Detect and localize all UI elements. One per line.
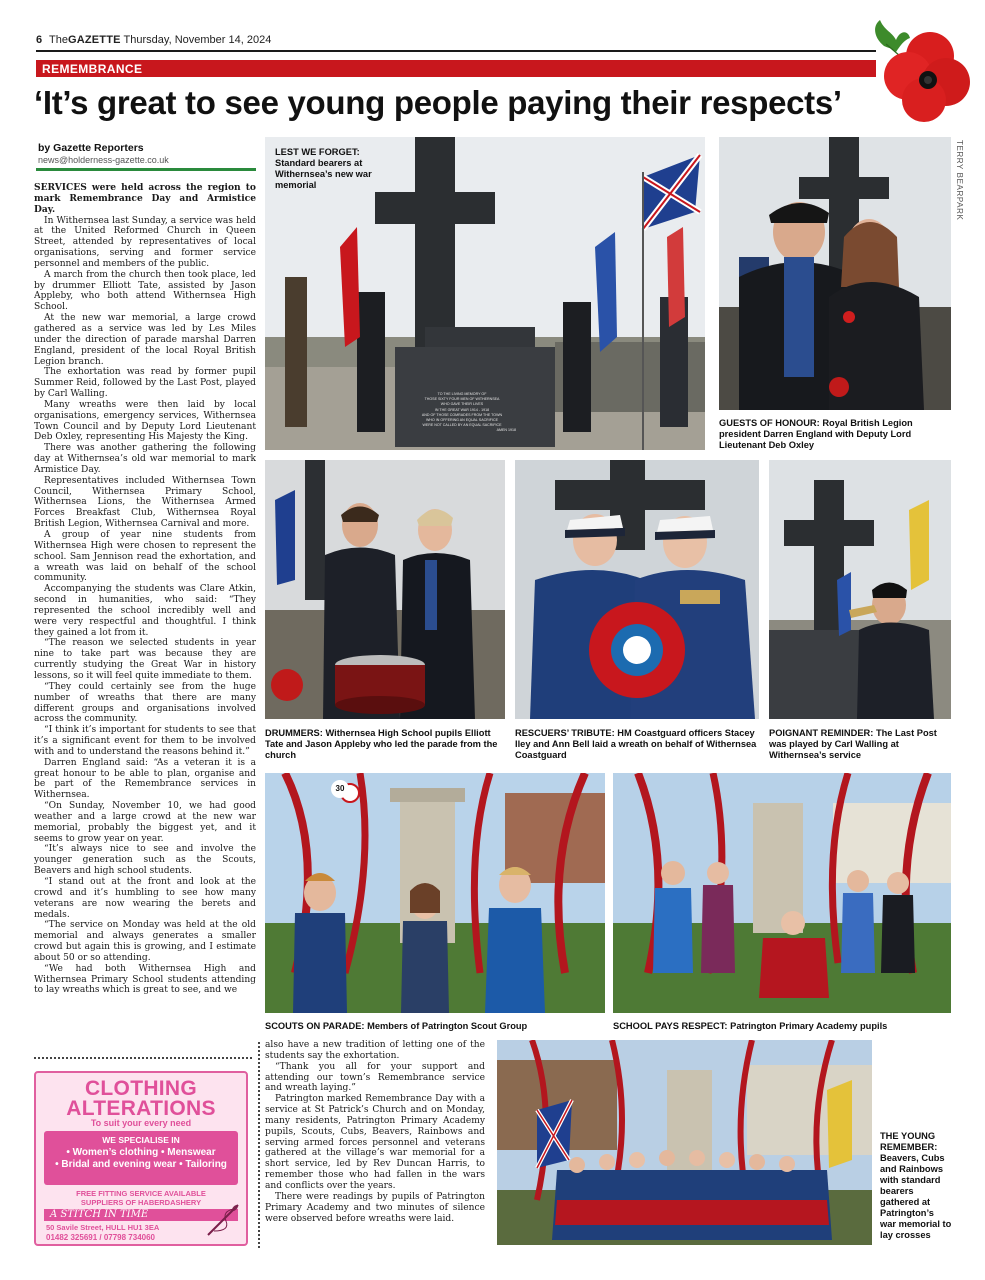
memorial-inscription bbox=[408, 392, 516, 434]
headline: ‘It’s great to see young people paying their respects’ bbox=[34, 84, 842, 121]
needle-thread-icon bbox=[204, 1201, 242, 1239]
article-paragraph: also have a new tradition of letting one of the students say the exhortation. bbox=[265, 1040, 485, 1061]
article-paragraph: Many wreaths were then laid by local organisations, emergency services, Withernsea Town Council and by Deputy Lord Lieutenant Deb Oxley, representing His Majesty the King. bbox=[34, 399, 256, 443]
photo-school[interactable] bbox=[613, 773, 951, 1013]
article-body bbox=[34, 183, 256, 1053]
byline-rule bbox=[36, 168, 256, 171]
article-paragraph: “I stand out at the front and look at the crowd and it’s humbling to see how many veterans are now wearing the berets and medals. bbox=[34, 877, 256, 920]
caption-label: THE YOUNG REMEMBER: bbox=[880, 1131, 938, 1152]
byline-author: by Gazette Reporters bbox=[38, 142, 144, 154]
caption-text: Patrington Primary Academy pupils bbox=[730, 1021, 888, 1031]
byline-email[interactable]: news@holderness-gazette.co.uk bbox=[38, 155, 169, 165]
article-paragraph: Representatives included Withernsea Town Council, Withernsea Primary School, Withernsea Lions, the Withernsea Armed Forces Breakfast Club, Withernsea Royal British Legion, Withernsea Carnival and more. bbox=[34, 475, 256, 530]
advert-line-2: • Bridal and evening wear • Tailoring bbox=[55, 1159, 227, 1170]
article-paragraph: A march from the church then took place, led by drummer Elliott Tate, assisted by Jason Appleby, who both attend Withernsea High School. bbox=[34, 269, 256, 313]
article-paragraph: “It’s always nice to see and involve the younger generation such as the Scouts, Beavers and high school students. bbox=[34, 844, 256, 877]
caption-lastpost bbox=[769, 728, 951, 761]
column-divider-horizontal bbox=[34, 1057, 252, 1059]
article-paragraph: “The service on Monday was held at the old memorial and always generates a smaller crowd but again this is growing, and I estimate about 50 or so attending. bbox=[34, 920, 256, 963]
caption-text: HM Coastguard officers Stacey Iley and Ann Bell laid a wreath on behalf of Withernsea Coastguard bbox=[515, 728, 757, 760]
caption-guests bbox=[719, 418, 951, 451]
advert-services-box bbox=[44, 1131, 238, 1185]
article-lead: SERVICES were held across the region to mark Remembrance Day and Armistice Day. bbox=[34, 183, 256, 215]
caption-text: Withernsea High School pupils Elliott Tate and Jason Appleby who led the parade from the church bbox=[265, 728, 498, 760]
advert-free-line: SUPPLIERS OF HABERDASHERY bbox=[80, 1198, 202, 1207]
caption-rescuers bbox=[515, 728, 761, 761]
photo-credit: TERRY BEARPARK bbox=[955, 140, 964, 221]
article-paragraph: “On Sunday, November 10, we had good weather and a large crowd at the new war memorial, probably the biggest yet, and it seems to grow year on year. bbox=[34, 801, 256, 844]
column-divider bbox=[258, 1042, 260, 1248]
article-paragraph: “They could certainly see from the huge number of wreaths that there are many different groups and organisations involved across the community. bbox=[34, 681, 256, 725]
section-label: REMEMBRANCE bbox=[42, 62, 143, 76]
inscription-line: WERE NOT CALLED BY AN EQUAL SACRIFICE bbox=[422, 423, 502, 428]
article-paragraph: “Thank you all for your support and attending our town’s Remembrance service and wreath laying.” bbox=[265, 1061, 485, 1094]
photo-drummers[interactable] bbox=[265, 460, 505, 719]
advert-brand: A STITCH IN TIME bbox=[44, 1209, 238, 1221]
caption-label: SCHOOL PAYS RESPECT: bbox=[613, 1021, 728, 1031]
masthead-name: GAZETTE bbox=[67, 34, 121, 46]
caption-text: Members of Patrington Scout Group bbox=[367, 1021, 528, 1031]
inscription-line: AND OF THOSE COMRADES FROM THE TOWN bbox=[421, 412, 503, 417]
inscription-line: TO THE LIVING MEMORY OF bbox=[437, 392, 487, 396]
inscription-line: WHO GAVE THEIR LIVES bbox=[440, 402, 484, 407]
caption-label: DRUMMERS: bbox=[265, 728, 323, 738]
inscription-line: WHO IN OFFERING AN EQUAL SACRIFICE bbox=[426, 418, 498, 423]
caption-text: The Last Post was played by Carl Walling at Withernsea’s service bbox=[769, 728, 937, 760]
caption-scouts bbox=[265, 1021, 605, 1032]
photo-guests[interactable] bbox=[719, 137, 951, 410]
caption-label: LEST WE FORGET: bbox=[275, 147, 360, 157]
caption-young bbox=[880, 1131, 952, 1241]
advert-clothing-alterations[interactable] bbox=[34, 1071, 248, 1246]
issue-date: Thursday, November 14, 2024 bbox=[123, 34, 272, 46]
advert-title-2: ALTERATIONS bbox=[66, 1097, 216, 1120]
advert-address: 50 Savile Street, HULL HU1 3EA bbox=[46, 1223, 160, 1232]
advert-specialise: WE SPECIALISE IN bbox=[102, 1135, 180, 1145]
article-paragraph: At the new war memorial, a large crowd gathered as a service was led by Les Miles under the direction of parade marshal Darren England, president of the local Royal British Legion branch. bbox=[34, 313, 256, 367]
inscription-line: IN THE GREAT WAR 1914 - 1918 bbox=[434, 407, 490, 412]
header-rule bbox=[36, 50, 876, 52]
article-paragraph: A group of year nine students from Withernsea High were chosen to represent the school. Sam Jennison read the exhortation, and a wreath was laid on behalf of the school community. bbox=[34, 530, 256, 584]
photo-lastpost[interactable] bbox=[769, 460, 951, 719]
article-continuation bbox=[265, 1040, 485, 1252]
advert-free-line: FREE FITTING SERVICE AVAILABLE bbox=[76, 1189, 206, 1198]
photo-young[interactable] bbox=[497, 1040, 872, 1245]
speed-sign: 30 bbox=[331, 780, 349, 798]
caption-label: POIGNANT REMINDER: bbox=[769, 728, 874, 738]
advert-tagline: To suit your every need bbox=[90, 1118, 192, 1128]
article-paragraph: There were readings by pupils of Patrington Primary Academy and two minutes of silence were observed before wreaths were laid. bbox=[265, 1191, 485, 1224]
article-paragraph: The exhortation was read by former pupil Summer Reid, followed by the Last Post, played by Carl Walling. bbox=[34, 367, 256, 400]
caption-drummers bbox=[265, 728, 505, 761]
photo-scouts[interactable] bbox=[265, 773, 605, 1013]
page-number: 6 bbox=[36, 34, 43, 46]
advert-title-1: CLOTHING bbox=[84, 1077, 198, 1100]
inscription-line: THOSE SIXTY FOUR MEN OF WITHERNSEA bbox=[424, 397, 500, 402]
caption-text: Standard bearers at Withernsea’s new war memorial bbox=[275, 158, 372, 190]
article-paragraph: “The reason we selected students in year nine to take part was because they are currently studying the Great War in history lessons, so it will feel quite immediate to them. bbox=[34, 638, 256, 681]
section-bar bbox=[36, 60, 876, 77]
article-paragraph: Accompanying the students was Clare Atkin, second in humanities, who said: “They represented the school incredibly well and were very respectful and thoughtful. I think they gained a lot from it. bbox=[34, 584, 256, 638]
caption-memorial bbox=[275, 147, 385, 191]
masthead-prefix: The bbox=[48, 34, 68, 46]
article-paragraph: Darren England said: “As a veteran it is a great honour to be able to plan, organise and be part of the Remembrance services in Withernsea. bbox=[34, 757, 256, 801]
caption-label: GUESTS OF HONOUR: bbox=[719, 418, 820, 428]
caption-text: Royal British Legion president Darren England with Deputy Lord Lieutenant Deb Oxley bbox=[719, 418, 913, 450]
caption-label: SCOUTS ON PARADE: bbox=[265, 1021, 365, 1031]
article-paragraph: There was another gathering the following day at Withernsea’s old war memorial to mark Armistice Day. bbox=[34, 443, 256, 475]
advert-phone[interactable]: 01482 325691 / 07798 734060 bbox=[46, 1233, 155, 1242]
article-paragraph: In Withernsea last Sunday, a service was held at the United Reformed Church in Queen Street, attended by representatives of local organisations, serving and former service personnel and members of the public. bbox=[34, 215, 256, 269]
article-paragraph: “We had both Withernsea High and Withernsea Primary School students attending to lay wreaths which is great to see, and we bbox=[34, 963, 256, 996]
advert-line-1: • Women’s clothing • Menswear bbox=[66, 1147, 216, 1158]
poppy-icon bbox=[866, 16, 971, 126]
caption-text: Beavers, Cubs and Rainbows with standard bearers gathered at Patrington’s war memorial to lay crosses bbox=[880, 1153, 952, 1240]
inscription-line: AMEN 1918 bbox=[496, 428, 516, 433]
folio-line bbox=[36, 34, 271, 46]
article-paragraph: Patrington marked Remembrance Day with a service at St Patrick’s Church and on Monday, many residents, Patrington Primary Academy pupils, Scouts, Cubs, Beavers, Rainbows and serving armed forces personnel and veterans gathered at the village’s war memorial for a short service, led by Rev Duncan Harris, to remember those who had fallen in the wars and conflicts over the years. bbox=[265, 1094, 485, 1191]
caption-label: RESCUERS’ TRIBUTE: bbox=[515, 728, 615, 738]
photo-rescuers[interactable] bbox=[515, 460, 759, 719]
article-paragraph: “I think it’s important for students to see that it’s a significant event for them to be involved with and to understand the reasons behind it.” bbox=[34, 725, 256, 757]
caption-school bbox=[613, 1021, 951, 1032]
